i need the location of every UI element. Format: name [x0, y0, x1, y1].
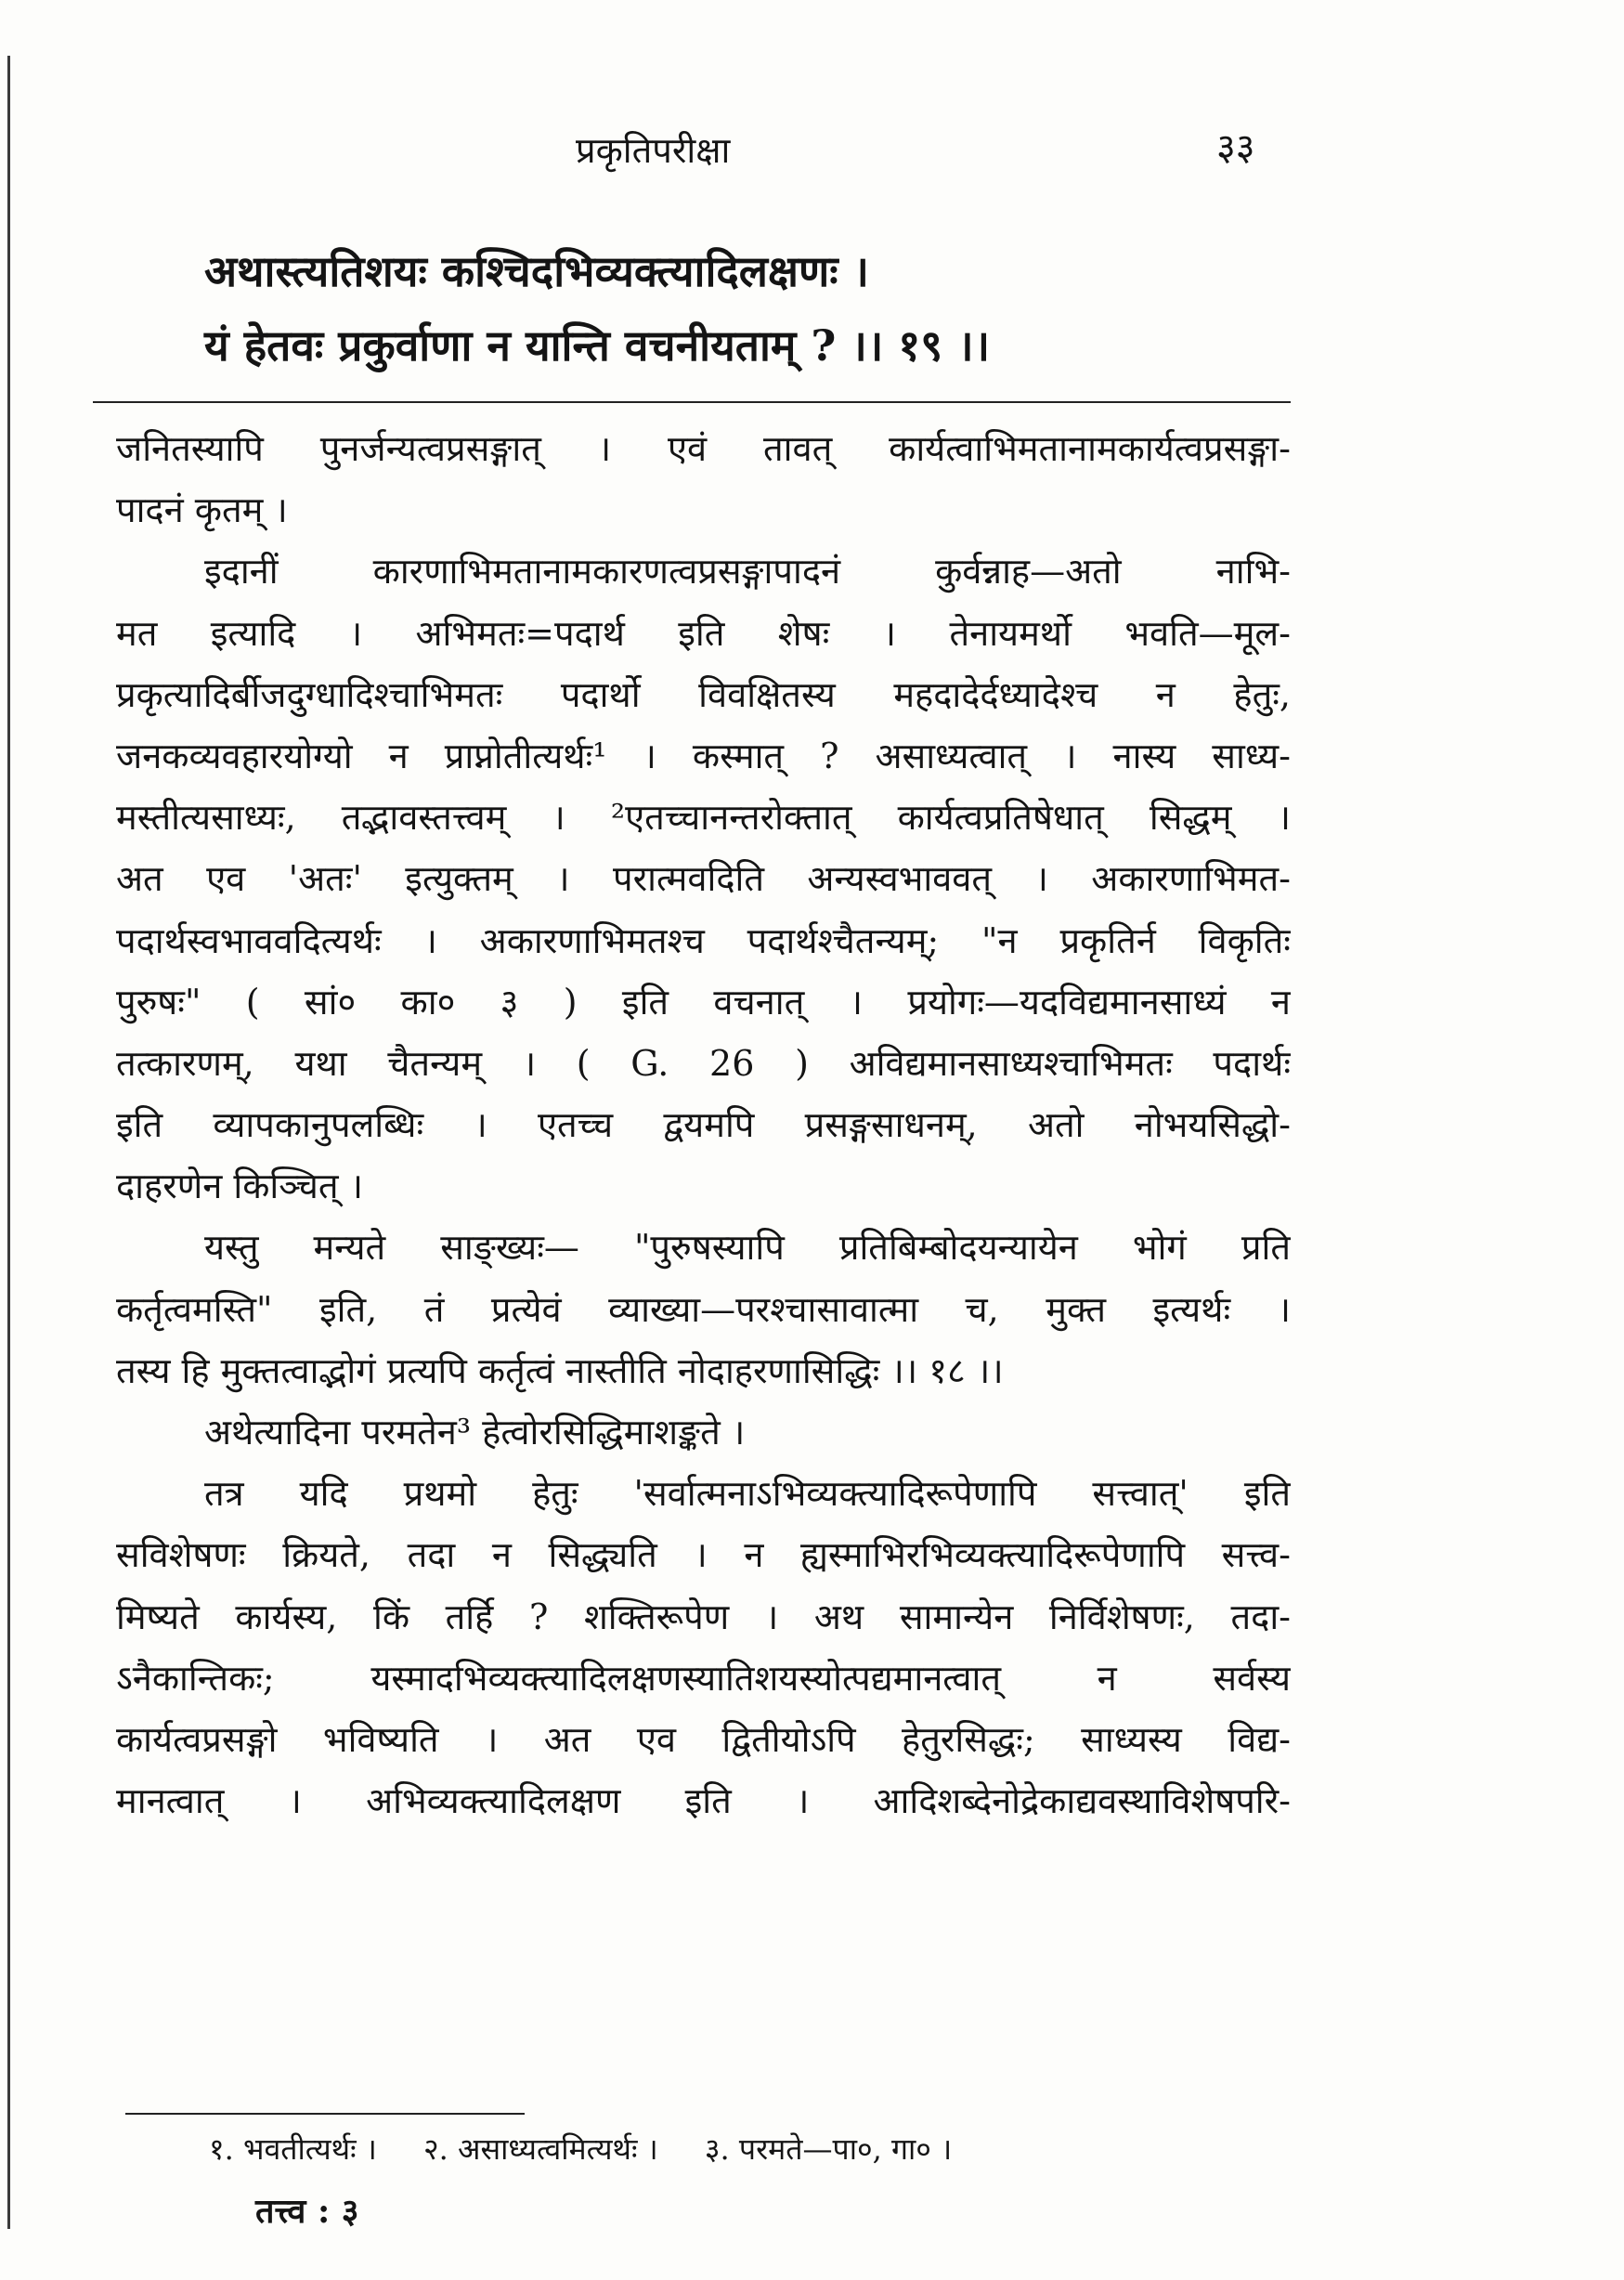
running-title: प्रकृतिपरीक्षा	[576, 130, 731, 171]
commentary-line: सविशेषणः क्रियते, तदा न सिद्ध्यति । न ह्यस्माभिरभिव्यक्त्यादिरूपेणापि सत्त्व-	[116, 1534, 1291, 1576]
page-number: ३३	[1216, 126, 1255, 169]
commentary-line: जनितस्यापि पुनर्जन्यत्वप्रसङ्गात् । एवं तावत् कार्यत्वाभिमतानामकार्यत्वप्रसङ्गा-	[116, 428, 1291, 469]
verse-line-1: अथास्त्यतिशयः कश्चिदभिव्यक्त्यादिलक्षणः ।	[204, 246, 869, 296]
commentary-line: तत्कारणम्, यथा चैतन्यम् । ( G. 26 ) अविद्यमानसाध्यश्चाभिमतः पदार्थः	[116, 1042, 1291, 1084]
commentary-line: मस्तीत्यसाध्यः, तद्भावस्तत्त्वम् । ²एतच्चानन्तरोक्तात् कार्यत्वप्रतिषेधात् सिद्धम् ।	[116, 797, 1291, 839]
commentary-line: पदार्थस्वभाववदित्यर्थः । अकारणाभिमतश्च पदार्थश्चैतन्यम्; "न प्रकृतिर्न विकृतिः	[116, 919, 1291, 961]
footnotes	[209, 2129, 989, 2169]
commentary-line: यस्तु मन्यते साङ्ख्यः— "पुरुषस्यापि प्रतिबिम्बोदयन्यायेन भोगं प्रति	[204, 1227, 1291, 1269]
running-head	[0, 125, 1624, 181]
commentary-line: तस्य हि मुक्तत्वाद्भोगं प्रत्यपि कर्तृत्वं नास्तीति नोदाहरणासिद्धिः ।। १८ ।।	[116, 1349, 1004, 1391]
footnote-2: २. असाध्यत्वमित्यर्थः ।	[423, 2131, 658, 2167]
commentary-line: इदानीं कारणाभिमतानामकारणत्वप्रसङ्गापादनं कुर्वन्नाह—अतो नाभि-	[204, 551, 1291, 593]
footnote-3: ३. परमते—पा०, गा० ।	[704, 2131, 953, 2167]
commentary-line: प्रकृत्यादिर्बीजदुग्धादिश्चाभिमतः पदार्थो विवक्षितस्य महदादेर्दध्यादेश्च न हेतुः,	[116, 673, 1291, 715]
commentary-line: जनकव्यवहारयोग्यो न प्राप्नोतीत्यर्थः¹ । कस्मात् ? असाध्यत्वात् । नास्य साध्य-	[116, 735, 1291, 776]
footnote-1: १. भवतीत्यर्थः ।	[209, 2131, 377, 2167]
commentary-line: दाहरणेन किञ्चित् ।	[116, 1166, 364, 1207]
commentary-body	[116, 418, 1291, 1831]
commentary-line: मत इत्यादि । अभिमतः=पदार्थ इति शेषः । तेनायमर्थो भवति—मूल-	[116, 612, 1291, 654]
footnote-rule	[125, 2113, 525, 2115]
commentary-line: पुरुषः" ( सां० का० ३ ) इति वचनात् । प्रयोगः—यदविद्यमानसाध्यं न	[116, 981, 1291, 1023]
commentary-line: ऽनैकान्तिकः; यस्मादभिव्यक्त्यादिलक्षणस्यातिशयस्योत्पद्यमानत्वात् न सर्वस्य	[116, 1657, 1291, 1699]
commentary-line: इति व्यापकानुपलब्धिः । एतच्च द्वयमपि प्रसङ्गसाधनम्, अतो नोभयसिद्धो-	[116, 1104, 1291, 1146]
verse-line-2: यं हेतवः प्रकुर्वाणा न यान्ति वचनीयताम् ? ।। १९ ।।	[204, 320, 990, 371]
commentary-line: कार्यत्वप्रसङ्गो भविष्यति । अत एव द्वितीयोऽपि हेतुरसिद्धः; साध्यस्य विद्य-	[116, 1718, 1291, 1760]
commentary-line: पादनं कृतम् ।	[116, 489, 288, 531]
signature-mark: तत्त्व : ३	[255, 2192, 359, 2231]
verse-separator-rule	[93, 401, 1291, 403]
commentary-line: कर्तृत्वमस्ति" इति, तं प्रत्येवं व्याख्या—परश्चासावात्मा च, मुक्त इत्यर्थः ।	[116, 1288, 1291, 1330]
commentary-line: अत एव 'अतः' इत्युक्तम् । परात्मवदिति अन्यस्वभाववत् । अकारणाभिमत-	[116, 858, 1291, 900]
page-left-edge	[7, 56, 10, 2229]
commentary-line: अथेत्यादिना परमतेन³ हेत्वोरसिद्धिमाशङ्कते ।	[204, 1412, 746, 1453]
commentary-line: मिष्यते कार्यस्य, किं तर्हि ? शक्तिरूपेण । अथ सामान्येन निर्विशेषणः, तदा-	[116, 1596, 1291, 1637]
commentary-line: मानत्वात् । अभिव्यक्त्यादिलक्षण इति । आदिशब्देनोद्रेकाद्यवस्थाविशेषपरि-	[116, 1780, 1291, 1822]
commentary-line: तत्र यदि प्रथमो हेतुः 'सर्वात्मनाऽभिव्यक्त्यादिरूपेणापि सत्त्वात्' इति	[204, 1473, 1291, 1515]
